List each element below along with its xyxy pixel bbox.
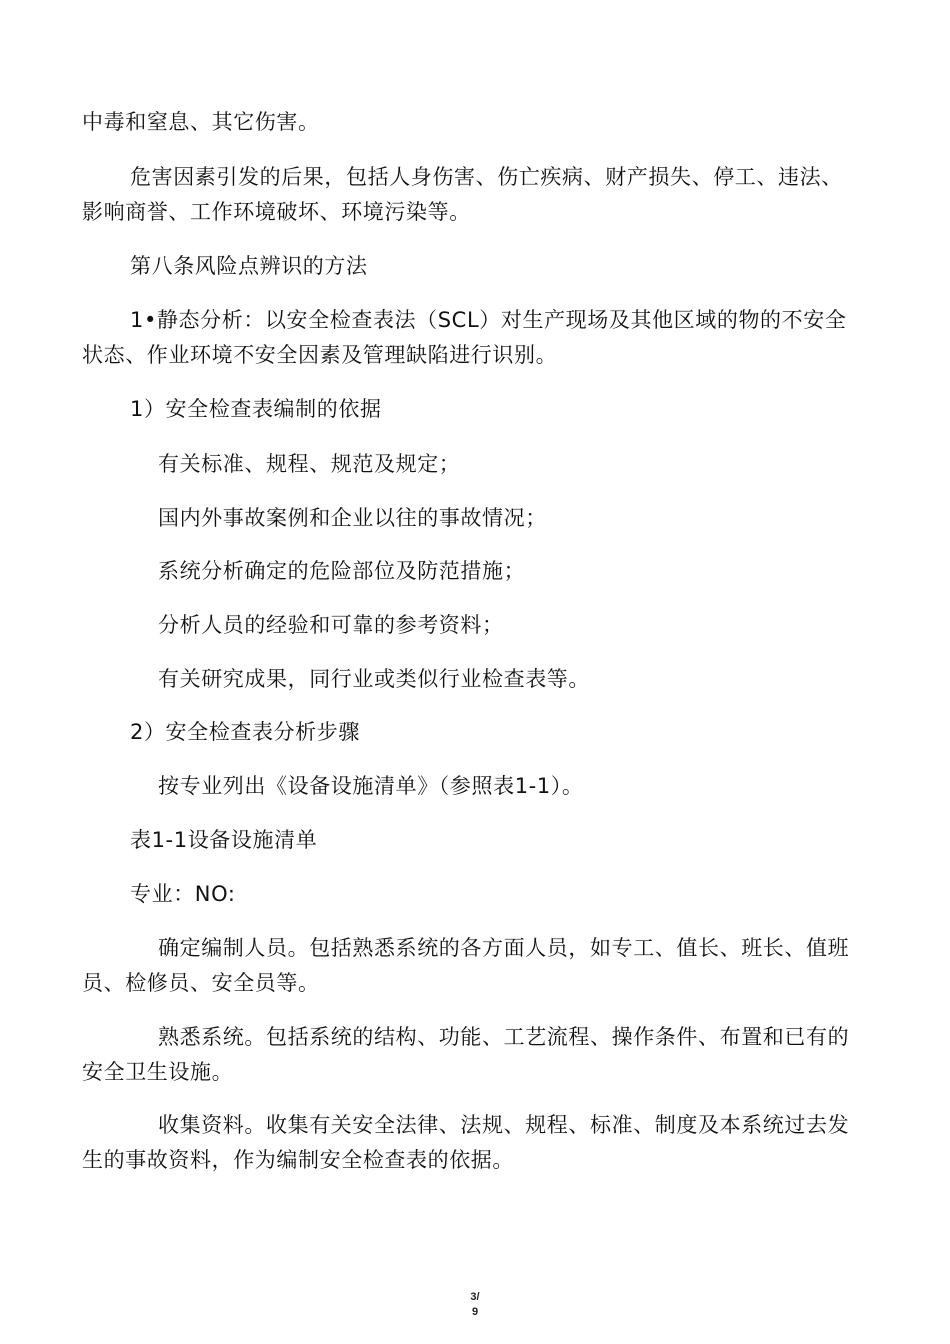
paragraph-line: 1•静态分析：以安全检查表法（SCL）对生产现场及其他区域的物的不安全 bbox=[130, 308, 847, 332]
list-item: 系统分析确定的危险部位及防范措施； bbox=[158, 559, 526, 583]
paragraph-line: 熟悉系统。包括系统的结构、功能、工艺流程、操作条件、布置和已有的 bbox=[158, 1025, 850, 1049]
paragraph-line: 按专业列出《设备设施清单》（参照表1-1）。 bbox=[158, 774, 584, 798]
paragraph-line: 中毒和窒息、其它伤害。 bbox=[82, 110, 320, 134]
paragraph-line: 影响商誉、工作环境破坏、环境污染等。 bbox=[82, 200, 471, 224]
paragraph-line: 员、检修员、安全员等。 bbox=[82, 971, 320, 995]
list-item: 有关研究成果，同行业或类似行业检查表等。 bbox=[158, 667, 590, 691]
section-heading: 第八条风险点辨识的方法 bbox=[130, 254, 368, 278]
paragraph-line: 安全卫生设施。 bbox=[82, 1060, 234, 1084]
table-field-line: 专业：NO: bbox=[130, 882, 236, 906]
paragraph-line: 危害因素引发的后果，包括人身伤害、伤亡疾病、财产损失、停工、违法、 bbox=[130, 165, 843, 189]
page-number-bottom: 9 bbox=[471, 1306, 479, 1318]
paragraph-line: 收集资料。收集有关安全法律、法规、规程、标准、制度及本系统过去发 bbox=[158, 1113, 850, 1137]
page-number-top: 3/ bbox=[470, 1291, 480, 1303]
list-heading: 1）安全检查表编制的依据 bbox=[130, 397, 382, 421]
paragraph-line: 生的事故资料，作为编制安全检查表的依据。 bbox=[82, 1148, 514, 1172]
list-item: 有关标准、规程、规范及规定； bbox=[158, 452, 461, 476]
paragraph-line: 状态、作业环境不安全因素及管理缺陷进行识别。 bbox=[82, 343, 558, 367]
list-heading: 2）安全检查表分析步骤 bbox=[130, 720, 360, 744]
page-number bbox=[462, 1290, 488, 1320]
list-item: 国内外事故案例和企业以往的事故情况； bbox=[158, 506, 547, 530]
list-item: 分析人员的经验和可靠的参考资料； bbox=[158, 613, 504, 637]
table-caption: 表1-1设备设施清单 bbox=[130, 828, 318, 852]
paragraph-line: 确定编制人员。包括熟悉系统的各方面人员，如专工、值长、班长、值班 bbox=[158, 936, 850, 960]
